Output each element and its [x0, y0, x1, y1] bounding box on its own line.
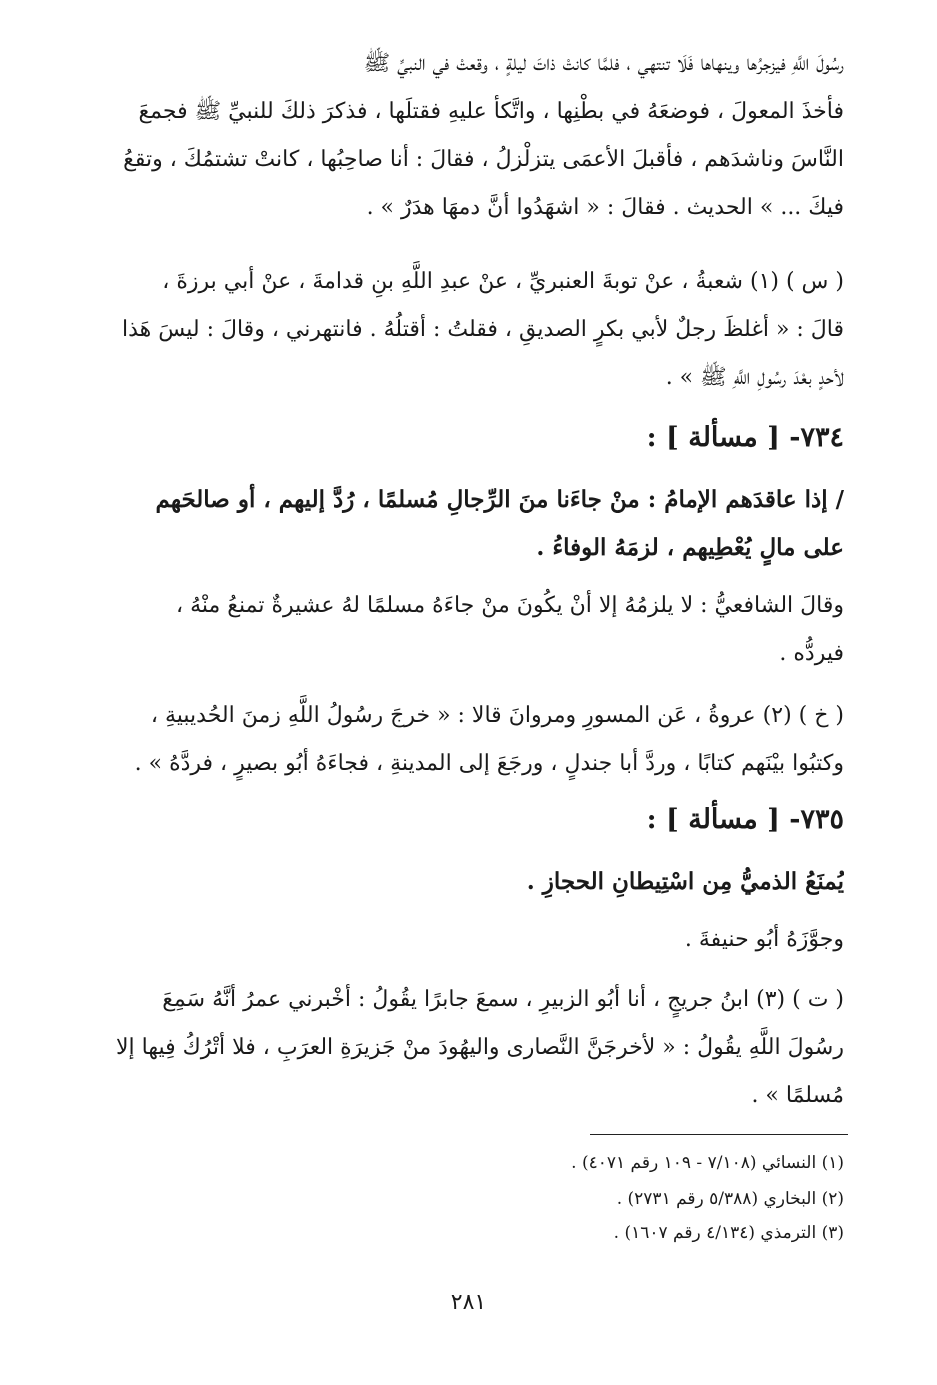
text-line: ( س ) (١) شعبةُ ، عنْ توبةَ العنبريِّ ، عنْ عبدِ اللَّهِ بنِ قدامةَ ، عنْ أبي برزةَ ،: [162, 269, 844, 294]
footnote-2: (٢) البخاري (٥/٣٨٨ رقم ٢٧٣١) .: [616, 1189, 844, 1209]
text-line: لأحدٍ بعْدَ رسُولِ اللَّهِ ﷺ » .: [665, 365, 844, 390]
text-line: النَّاسَ وناشدَهم ، فأقبلَ الأعمَى يتزلْزلُ ، فقالَ : أنا صاحِبُها ، كانتْ تشتمُكَ ، وتقعُ: [123, 147, 844, 172]
text-line: وكتبُوا بيْنَهم كتابًا ، وردَّ أبا جندلٍ ، ورجَعَ إلى المدينةِ ، فجاءَهُ أبُو بصيرٍ ، فردَّهُ » .: [134, 751, 844, 776]
text-line: قالَ : « أغلظَ رجلٌ لأبي بكرٍ الصديقِ ، فقلتُ : أقتلُهُ . فانتهرني ، وقالَ : ليسَ هَذا: [121, 317, 844, 342]
text-line: رسُولَ اللَّهِ فيزجرُها وينهاها فَلَا تنتهي ، فلمَّا كانتْ ذاتَ ليلةٍ ، وقعتْ في النبيِّ ﷺ: [363, 51, 844, 76]
paragraph-masala-734-ruling: [92, 476, 844, 572]
text-line: ( ت ) (٣) ابنُ جريجٍ ، أنا أبُو الزبيرِ ، سمعَ جابرًا يقُولُ : أخْبرني عمرُ أنَّهُ سَمِعَ: [162, 987, 844, 1012]
text-line: مُسلمًا » .: [751, 1083, 844, 1108]
text-line: وجوَّزَهُ أبُو حنيفةَ .: [684, 927, 844, 952]
text-line: ( خ ) (٢) عروةُ ، عَن المسورِ ومروانَ قالا : « خرجَ رسُولُ اللَّهِ زمنَ الحُديبيةِ ،: [150, 703, 844, 728]
text-line: فأخذَ المعولَ ، فوضعَهُ في بطْنِها ، واتَّكأ عليهِ فقتلَها ، فذكرَ ذلكَ للنبيِّ ﷺ فجمعَ: [138, 99, 844, 124]
paragraph-masala-735-ruling: [92, 858, 844, 906]
page-number: ٢٨١: [450, 1290, 487, 1315]
text-line: فيكَ ... » الحديث . فقالَ : « اشهَدُوا أنَّ دمهَا هدَرٌ » .: [366, 195, 844, 220]
paragraph-bukhari-hadith: [92, 692, 844, 788]
paragraph-abu-barzah: [92, 258, 844, 402]
footnote-separator: [590, 1134, 848, 1135]
text-line: على مالٍ يُعْطِيهم ، لزمَهُ الوفاءُ .: [536, 534, 844, 561]
masala-734-heading: ٧٣٤- [ مسألة ] :: [646, 422, 844, 453]
paragraph-hadith-continuation: [92, 40, 844, 232]
footnote-1: (١) النسائي (٧/١٠٨ - ١٠٩ رقم ٤٠٧١) .: [571, 1153, 844, 1173]
text-line: وقالَ الشافعيُّ : لا يلزمُهُ إلا أنْ يكُونَ منْ جاءَهُ مسلمًا لهُ عشيرةٌ تمنعُ منْهُ ،: [175, 593, 844, 618]
text-line: / إذا عاقدَهم الإمامُ : منْ جاءَنا منَ الرِّجالِ مُسلمًا ، رُدَّ إليهم ، أو صالحَهم: [155, 486, 844, 513]
text-line: رسُولَ اللَّهِ يقُولُ : « لأخرجَنَّ النَّصارى واليهُودَ منْ جَزيرَةِ العرَبِ ، فلا أتْرُكُ فِيها إلا: [115, 1035, 844, 1060]
masala-735-heading: ٧٣٥- [ مسألة ] :: [646, 804, 844, 835]
paragraph-abu-hanifa-view: [92, 916, 844, 964]
text-line: فيردُّه .: [779, 641, 844, 666]
paragraph-tirmidhi-hadith: [92, 976, 844, 1120]
footnote-3: (٣) الترمذي (٤/١٣٤ رقم ١٦٠٧) .: [613, 1223, 844, 1243]
paragraph-shafii-view: [92, 582, 844, 678]
text-line: يُمنَعُ الذميُّ مِن اسْتِيطانِ الحجازِ .: [526, 868, 844, 895]
